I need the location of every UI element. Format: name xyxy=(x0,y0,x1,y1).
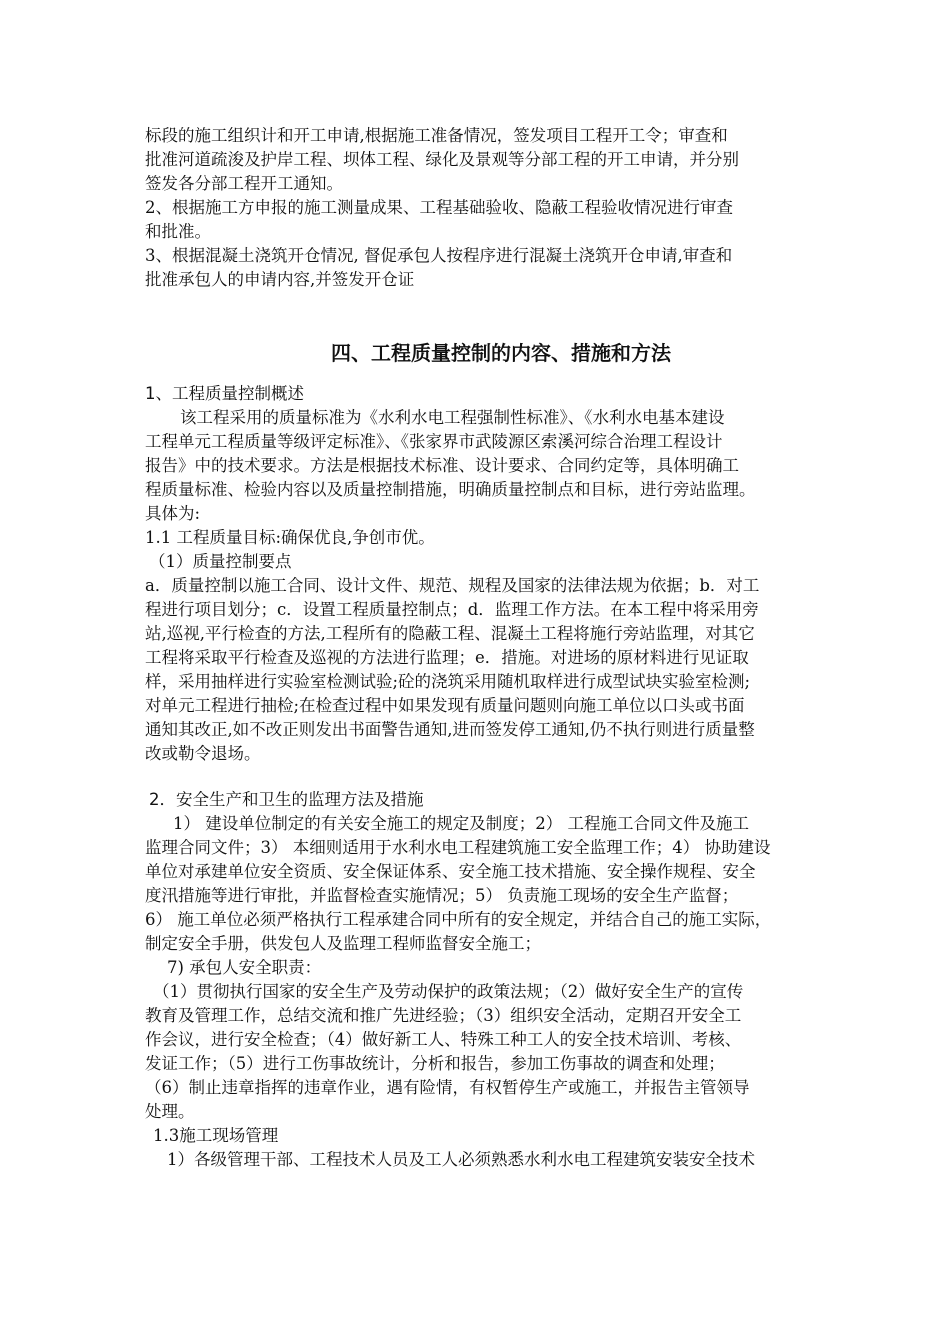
text-line: a．质量控制以施工合同、设计文件、规范、规程及国家的法律法规为依据；b．对工 xyxy=(145,576,760,595)
overview-paragraph xyxy=(145,406,857,526)
text-line: 标段的施工组织计和开工申请,根据施工准备情况，签发项目工程开工令；审查和 xyxy=(145,126,728,145)
text-line: 工程单元工程质量等级评定标准》、《张家界市武陵源区索溪河综合治理工程设计 xyxy=(145,432,723,451)
text-line: 6） 施工单位必须严格执行工程承建合同中所有的安全规定，并结合自己的施工实际， xyxy=(145,910,772,929)
text-line: （6）制止违章指挥的违章作业，遇有险情，有权暂停生产或施工，并报告主管领导 xyxy=(145,1078,750,1097)
text-line: 样，采用抽样进行实验室检测试验;砼的浇筑采用随机取样进行成型试块实验室检测; xyxy=(145,672,751,691)
text-line: 发证工作；（5）进行工伤事故统计，分析和报告，参加工伤事故的调查和处理； xyxy=(145,1054,725,1073)
text-line: 度汛措施等进行审批，并监督检查实施情况；5） 负责施工现场的安全生产监督； xyxy=(145,886,739,905)
subsection-title: 1、工程质量控制概述 xyxy=(145,384,304,403)
text-line: 通知其改正,如不改正则发出书面警告通知,进而签发停工通知,仍不执行则进行质量整 xyxy=(145,720,755,739)
text-line: 改或勒令退场。 xyxy=(145,744,261,763)
control-points-title: （1）质量控制要点 xyxy=(149,552,292,571)
text-line: 处理。 xyxy=(145,1102,195,1121)
section-heading: 四、工程质量控制的内容、措施和方法 xyxy=(331,341,671,365)
safety-paragraph xyxy=(145,812,857,956)
text-line: 程质量标准、检验内容以及质量控制措施，明确质量控制点和目标，进行旁站监理。 xyxy=(145,480,756,499)
text-line: 该工程采用的质量标准为《水利水电工程强制性标准》、《水利水电基本建设 xyxy=(180,408,725,427)
text-line: 程进行项目划分；c．设置工程质量控制点；d．监理工作方法。在本工程中将采用旁 xyxy=(145,600,759,619)
contractor-duty-title: 7) 承包人安全职责： xyxy=(167,958,322,977)
text-line: 单位对承建单位安全资质、安全保证体系、安全施工技术措施、安全操作规程、安全 xyxy=(145,862,756,881)
text-line: 站,巡视,平行检查的方法,工程所有的隐蔽工程、混凝土工程将施行旁站监理，对其它 xyxy=(145,624,755,643)
text-line: （1）贯彻执行国家的安全生产及劳动保护的政策法规；（2）做好安全生产的宣传 xyxy=(153,982,744,1001)
text-line: 工程将采取平行检查及巡视的方法进行监理；e．措施。对进场的原材料进行见证取 xyxy=(145,648,749,667)
text-line: 批准河道疏浚及护岸工程、坝体工程、绿化及景观等分部工程的开工申请，并分别 xyxy=(145,150,739,169)
intro-paragraphs xyxy=(145,124,857,292)
contractor-duty-paragraph xyxy=(145,980,857,1124)
control-points-paragraph xyxy=(145,574,857,766)
text-line: 制定安全手册，供发包人及监理工程师监督安全施工； xyxy=(145,934,541,953)
text-line: 和批准。 xyxy=(145,222,211,241)
document-page xyxy=(145,124,857,1172)
text-line: 监理合同文件；3） 本细则适用于水利水电工程建筑施工安全监理工作；4） 协助建设 xyxy=(145,838,771,857)
text-line: 批准承包人的申请内容,并签发开仓证 xyxy=(145,270,415,289)
text-line: 具体为: xyxy=(145,504,201,523)
text-line: 1） 建设单位制定的有关安全施工的规定及制度；2） 工程施工合同文件及施工 xyxy=(173,814,749,833)
text-line: 签发各分部工程开工通知。 xyxy=(145,174,343,193)
text-line: 报告》中的技术要求。方法是根据技术标准、设计要求、合同约定等，具体明确工 xyxy=(145,456,739,475)
text-line: 1）各级管理干部、工程技术人员及工人必须熟悉水利水电工程建筑安装安全技术 xyxy=(167,1150,755,1169)
quality-goal: 1.1 工程质量目标:确保优良,争创市优。 xyxy=(145,528,435,547)
text-line: 3、根据混凝土浇筑开仓情况, 督促承包人按程序进行混凝土浇筑开仓申请,审查和 xyxy=(145,246,733,265)
site-management-title: 1.3施工现场管理 xyxy=(153,1126,279,1145)
text-line: 2、根据施工方申报的施工测量成果、工程基础验收、隐蔽工程验收情况进行审查 xyxy=(145,198,733,217)
text-line: 作会议，进行安全检查；（4）做好新工人、特殊工种工人的安全技术培训、考核、 xyxy=(145,1030,742,1049)
text-line: 对单元工程进行抽检;在检查过程中如果发现有质量问题则向施工单位以口头或书面 xyxy=(145,696,745,715)
subsection-title: 2．安全生产和卫生的监理方法及措施 xyxy=(149,790,424,809)
text-line: 教育及管理工作，总结交流和推广先进经验；（3）组织安全活动，定期召开安全工 xyxy=(145,1006,742,1025)
